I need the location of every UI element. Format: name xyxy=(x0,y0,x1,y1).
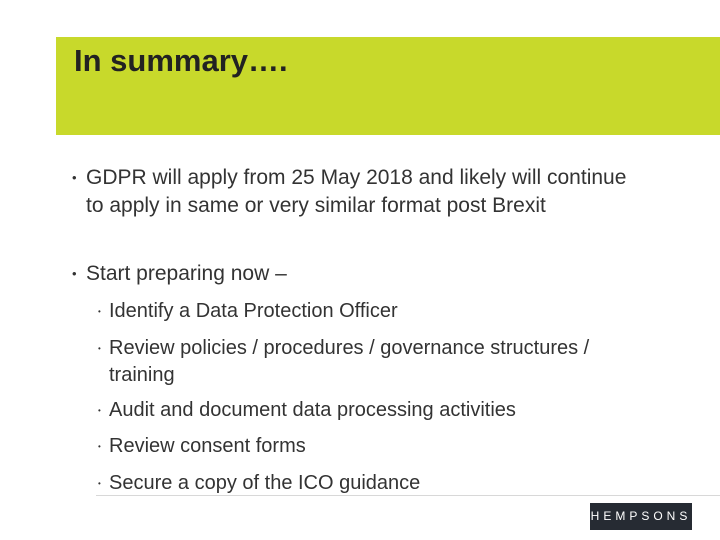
sub-bullet-text: Secure a copy of the ICO guidance xyxy=(109,472,421,494)
bullet-icon: • xyxy=(72,266,77,281)
sub-bullet-item xyxy=(98,335,646,389)
footer-divider xyxy=(96,495,720,496)
bullet-item xyxy=(72,260,632,288)
sub-bullet-text: Review policies / procedures / governance structures / training xyxy=(109,337,590,386)
slide-title: In summary…. xyxy=(74,43,288,78)
sub-bullet-text: Audit and document data processing activities xyxy=(109,399,516,421)
sub-bullet-icon: • xyxy=(98,442,101,451)
sub-bullet-icon: • xyxy=(98,307,101,316)
bullet-item xyxy=(72,164,632,220)
sub-bullet-item xyxy=(98,433,658,460)
sub-bullet-text: Review consent forms xyxy=(109,435,306,457)
sub-bullet-icon: • xyxy=(98,344,101,353)
sub-bullet-item xyxy=(98,298,658,325)
bullet-text: GDPR will apply from 25 May 2018 and likely will continue to apply in same or very similar format post Brexit xyxy=(86,166,627,217)
bullet-text: Start preparing now – xyxy=(86,262,287,285)
sub-bullet-icon: • xyxy=(98,479,101,488)
sub-bullet-item xyxy=(98,470,658,497)
sub-bullet-icon: • xyxy=(98,406,101,415)
hempsons-logo: HEMPSONS xyxy=(590,503,692,530)
sub-bullet-item xyxy=(98,397,658,424)
sub-bullet-text: Identify a Data Protection Officer xyxy=(109,300,398,322)
bullet-icon: • xyxy=(72,170,77,185)
